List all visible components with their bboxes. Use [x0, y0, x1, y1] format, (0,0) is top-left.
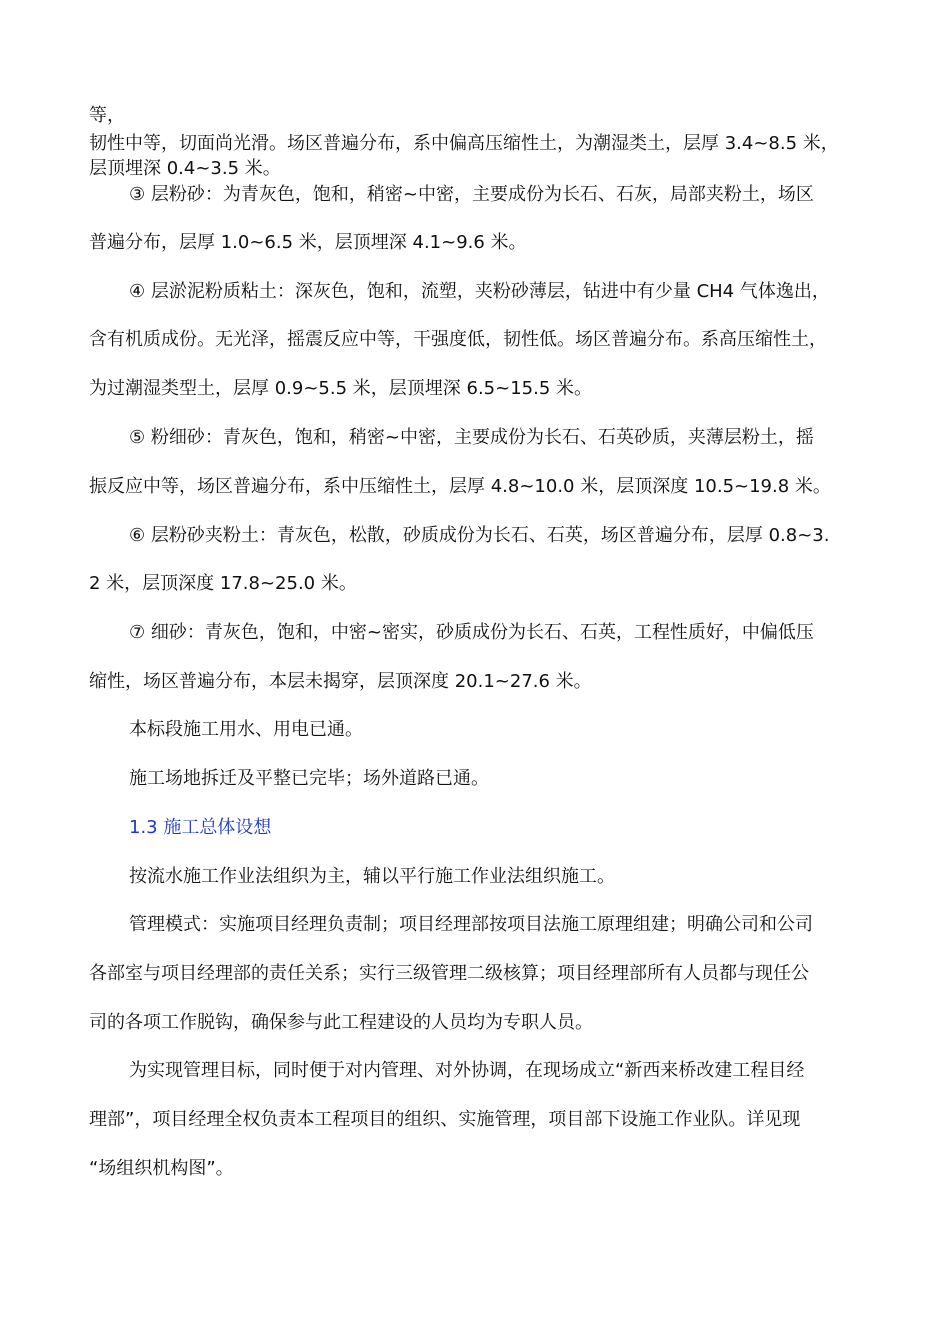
paragraph-layer-6: ⑥ 层粉砂夹粉土：青灰色，松散，砂质成份为长石、石英，场区普遍分布，层厚 0.8~3. — [129, 525, 830, 546]
text-line: 2 米，层顶深度 17.8~25.0 米。 — [89, 573, 357, 594]
text-line: 理部”，项目经理全权负责本工程项目的组织、实施管理，项目部下设施工作业队。详见现 — [89, 1109, 801, 1130]
text-line: 等， — [89, 105, 125, 126]
paragraph-layer-7: ⑦ 细砂：青灰色，饱和，中密~密实，砂质成份为长石、石英，工程性质好，中偏低压 — [129, 622, 814, 643]
paragraph-layer-4: ④ 层淤泥粉质粘土：深灰色，饱和，流塑，夹粉砂薄层，钻进中有少量 CH4 气体逸出， — [129, 281, 830, 302]
text-line: 含有机质成份。无光泽，摇震反应中等，干强度低，韧性低。场区普遍分布。系高压缩性土， — [89, 329, 827, 350]
paragraph-organization: 为实现管理目标，同时便于对内管理、对外协调，在现场成立“新西来桥改建工程目经 — [129, 1060, 805, 1081]
paragraph-water-power: 本标段施工用水、用电已通。 — [129, 719, 363, 740]
section-heading: 1.3 施工总体设想 — [129, 817, 272, 838]
text-line: “场组织机构图”。 — [89, 1158, 234, 1179]
text-line: 振反应中等，场区普遍分布，系中压缩性土，层厚 4.8~10.0 米，层顶深度 10.5~19.8 米。 — [89, 476, 831, 497]
text-line: 缩性，场区普遍分布，本层未揭穿，层顶深度 20.1~27.6 米。 — [89, 671, 592, 692]
text-line: 层顶埋深 0.4~3.5 米。 — [89, 158, 281, 179]
paragraph-method: 按流水施工作业法组织为主，辅以平行施工作业法组织施工。 — [129, 866, 615, 887]
text-line: 为过潮湿类型土，层厚 0.9~5.5 米，层顶埋深 6.5~15.5 米。 — [89, 378, 593, 399]
paragraph-layer-5: ⑤ 粉细砂：青灰色，饱和，稍密~中密，主要成份为长石、石英砂质，夹薄层粉土，摇 — [129, 427, 814, 448]
text-line: 普遍分布，层厚 1.0~6.5 米，层顶埋深 4.1~9.6 米。 — [89, 232, 527, 253]
text-line: 韧性中等，切面尚光滑。场区普遍分布，系中偏高压缩性土，为潮湿类土，层厚 3.4~8.5 米， — [89, 133, 839, 154]
paragraph-management: 管理模式：实施项目经理负责制；项目经理部按项目法施工原理组建；明确公司和公司 — [129, 914, 813, 935]
text-line: 司的各项工作脱钩，确保参与此工程建设的人员均为专职人员。 — [89, 1012, 593, 1033]
paragraph-site-clearance: 施工场地拆迁及平整已完毕；场外道路已通。 — [129, 768, 489, 789]
text-line: 各部室与项目经理部的责任关系；实行三级管理二级核算；项目经理部所有人员都与现任公 — [89, 963, 809, 984]
paragraph-layer-3: ③ 层粉砂：为青灰色，饱和，稍密~中密，主要成份为长石、石灰，局部夹粉土，场区 — [129, 184, 814, 205]
